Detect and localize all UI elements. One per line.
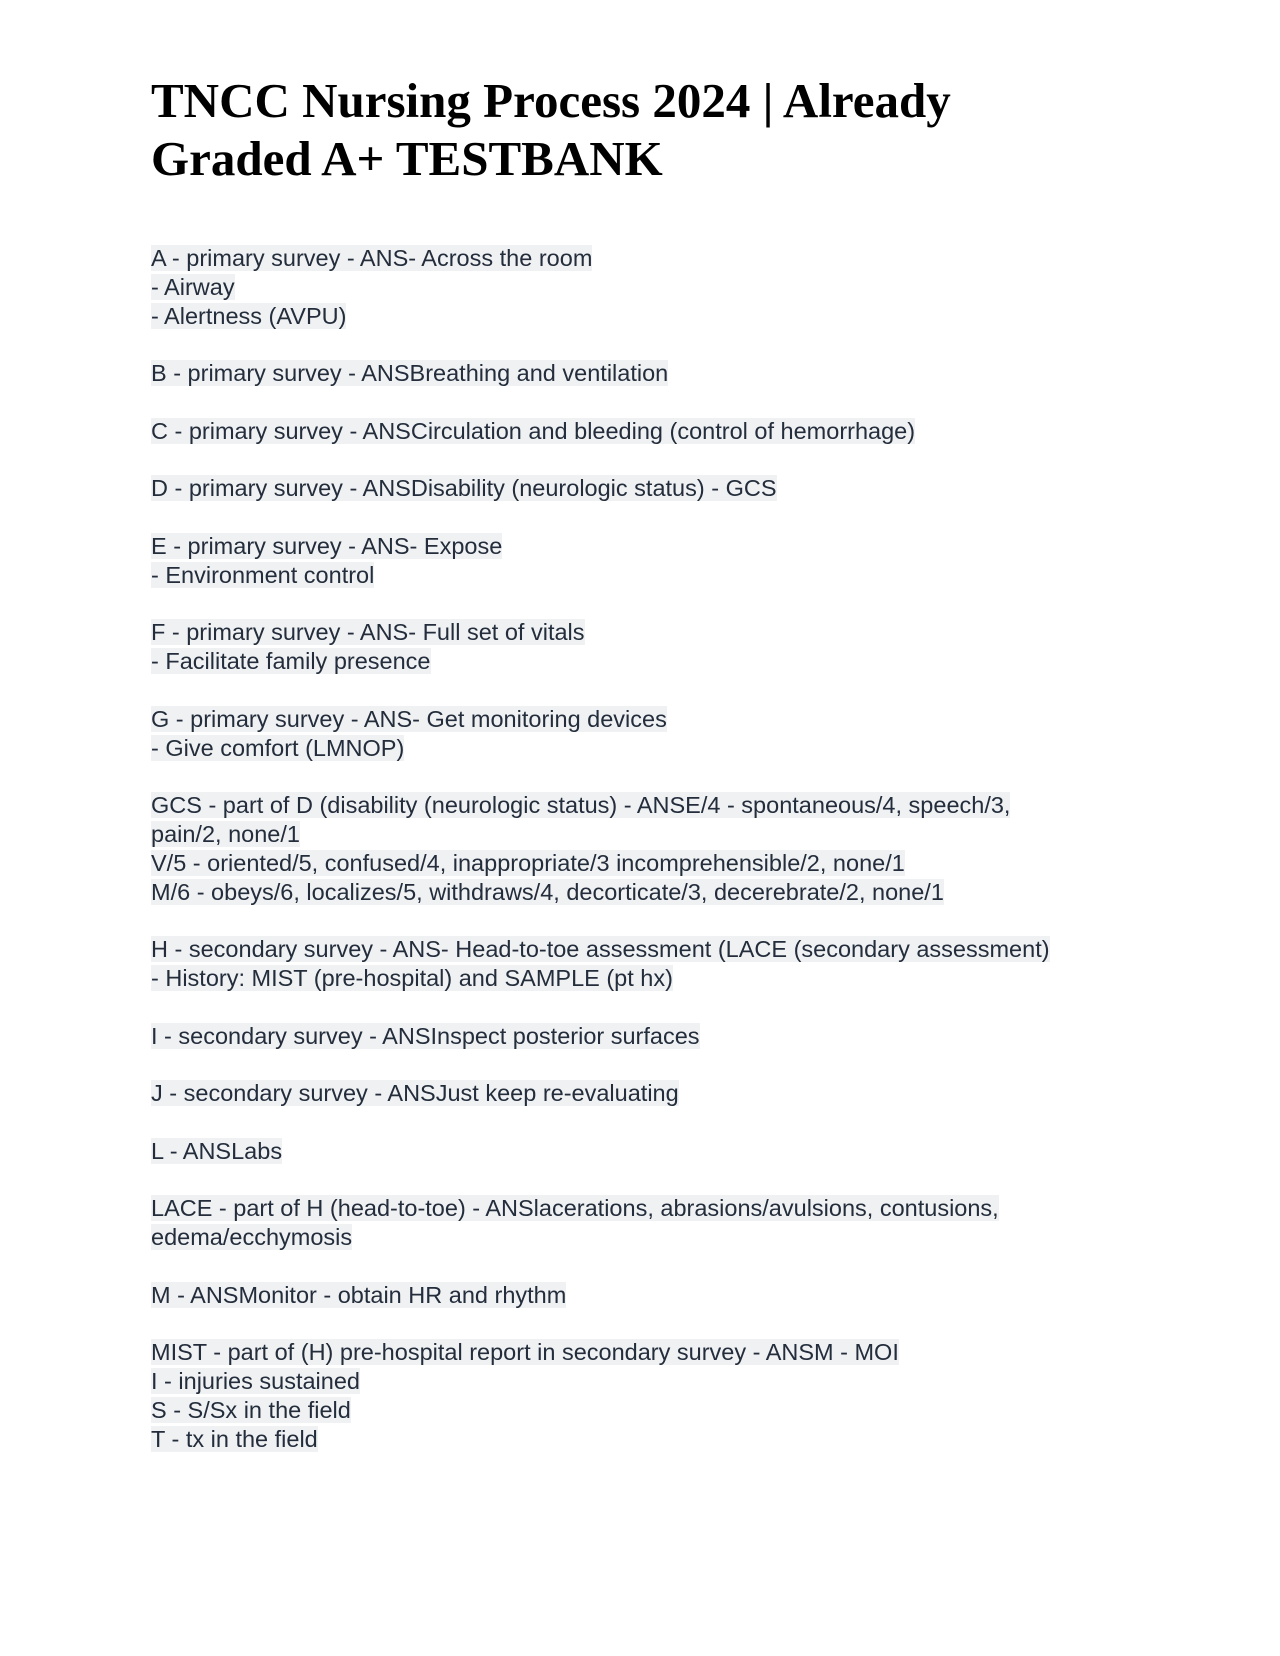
entry-line — [151, 1223, 1151, 1252]
entry-line — [151, 1022, 1151, 1051]
entry-line — [151, 820, 1151, 849]
entry-line — [151, 878, 1151, 907]
entry-line-text: - Give comfort (LMNOP) — [151, 734, 405, 761]
flashcard-entry — [151, 1022, 1151, 1051]
entry-line — [151, 273, 1151, 302]
entry-line-text: M - ANSMonitor - obtain HR and rhythm — [151, 1281, 567, 1308]
flashcard-entry — [151, 705, 1151, 763]
flashcard-entry — [151, 474, 1151, 503]
entry-line-text: A - primary survey - ANS- Across the room — [151, 245, 593, 271]
entry-line — [151, 1425, 1151, 1454]
entry-line-text: J - secondary survey - ANSJust keep re-evaluating — [151, 1080, 679, 1107]
entry-line — [151, 647, 1151, 676]
entry-line-text: - Facilitate family presence — [151, 648, 431, 675]
entry-line-text: V/5 - oriented/5, confused/4, inappropriate/3 incomprehensible/2, none/1 — [151, 849, 905, 876]
entry-line-text: B - primary survey - ANSBreathing and ventilation — [151, 360, 669, 387]
entry-line — [151, 417, 1151, 446]
flashcard-entry — [151, 1194, 1151, 1252]
flashcard-entry — [151, 244, 1151, 330]
flashcard-entry — [151, 1079, 1151, 1108]
flashcard-entry — [151, 532, 1151, 590]
entry-line-text: M/6 - obeys/6, localizes/5, withdraws/4, decorticate/3, decerebrate/2, none/1 — [151, 878, 944, 905]
entry-line-text: I - secondary survey - ANSInspect posterior surfaces — [151, 1022, 700, 1049]
entry-line — [151, 532, 1151, 561]
entry-line — [151, 561, 1151, 590]
entry-line-text: - History: MIST (pre-hospital) and SAMPLE (pt hx) — [151, 964, 673, 991]
entry-line — [151, 705, 1151, 734]
entry-line — [151, 1281, 1151, 1310]
flashcard-entry — [151, 618, 1151, 676]
entry-line — [151, 1137, 1151, 1166]
entry-line-text: GCS - part of D (disability (neurologic status) - ANSE/4 - spontaneous/4, speech/3, — [151, 792, 1011, 819]
entry-line-text: - Alertness (AVPU) — [151, 302, 347, 329]
entry-line-text: LACE - part of H (head-to-toe) - ANSlacerations, abrasions/avulsions, contusions, — [151, 1195, 999, 1222]
flashcard-list — [151, 244, 1151, 1453]
entry-line-text: - Environment control — [151, 561, 375, 588]
entry-line — [151, 474, 1151, 503]
entry-line-text: L - ANSLabs — [151, 1137, 283, 1164]
entry-line-text: E - primary survey - ANS- Expose — [151, 532, 503, 559]
entry-line — [151, 1367, 1151, 1396]
entry-line — [151, 1194, 1151, 1223]
flashcard-entry — [151, 791, 1151, 906]
flashcard-entry — [151, 1137, 1151, 1166]
flashcard-entry — [151, 417, 1151, 446]
entry-line-text: H - secondary survey - ANS- Head-to-toe assessment (LACE (secondary assessment) — [151, 936, 1050, 963]
entry-line-text: pain/2, none/1 — [151, 820, 300, 847]
entry-line — [151, 734, 1151, 763]
entry-line — [151, 1338, 1151, 1367]
entry-line-text: edema/ecchymosis — [151, 1224, 353, 1251]
entry-line — [151, 1396, 1151, 1425]
entry-line-text: MIST - part of (H) pre-hospital report in secondary survey - ANSM - MOI — [151, 1339, 899, 1366]
entry-line — [151, 1079, 1151, 1108]
entry-line-text: I - injuries sustained — [151, 1368, 360, 1395]
flashcard-entry — [151, 359, 1151, 388]
document-page — [151, 72, 1151, 1482]
entry-line-text: F - primary survey - ANS- Full set of vitals — [151, 619, 585, 646]
entry-line-text: - Airway — [151, 273, 235, 300]
entry-line-text: S - S/Sx in the field — [151, 1396, 351, 1423]
entry-line-text: G - primary survey - ANS- Get monitoring devices — [151, 705, 667, 732]
flashcard-entry — [151, 1338, 1151, 1453]
entry-line — [151, 359, 1151, 388]
entry-line — [151, 935, 1151, 964]
flashcard-entry — [151, 935, 1151, 993]
entry-line — [151, 849, 1151, 878]
entry-line-text: T - tx in the field — [151, 1425, 318, 1452]
entry-line — [151, 244, 1151, 273]
entry-line — [151, 964, 1151, 993]
flashcard-entry — [151, 1281, 1151, 1310]
entry-line-text: C - primary survey - ANSCirculation and bleeding (control of hemorrhage) — [151, 417, 916, 444]
entry-line-text: D - primary survey - ANSDisability (neurologic status) - GCS — [151, 475, 777, 502]
document-title: TNCC Nursing Process 2024 | Already Graded A+ TESTBANK — [151, 73, 951, 186]
entry-line — [151, 618, 1151, 647]
entry-line — [151, 302, 1151, 331]
entry-line — [151, 791, 1151, 820]
